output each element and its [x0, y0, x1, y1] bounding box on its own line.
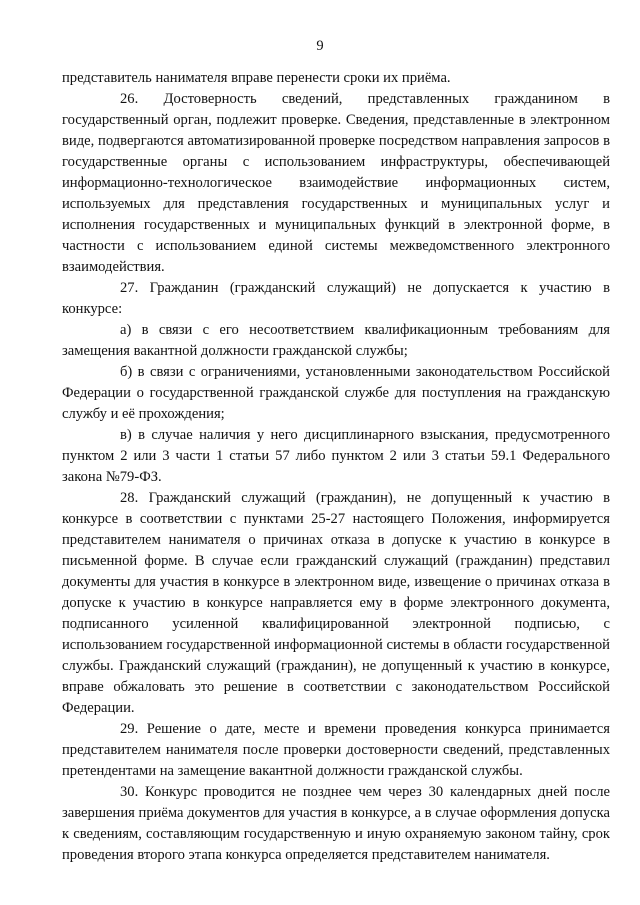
paragraph-27: 27. Гражданин (гражданский служащий) не допускается к участию в конкурсе: — [62, 280, 610, 317]
page-number: 9 — [316, 38, 324, 54]
paragraph-continuation: представитель нанимателя вправе перенести сроки их приёма. — [62, 70, 451, 86]
paragraph-27-c: в) в случае наличия у него дисциплинарного взыскания, предусмотренного пунктом 2 или 3 части 1 статьи 57 либо пунктом 2 или 3 статьи 59.1 Федерального закона №79-ФЗ. — [62, 427, 610, 485]
paragraph-30: 30. Конкурс проводится не позднее чем через 30 календарных дней после завершения приёма документов для участия в конкурсе, а в случае оформления допуска к сведениям, составляющим государственную и иную охраняемую законом тайну, срок проведения второго этапа конкурса определяется представителем нанимателя. — [62, 784, 610, 863]
paragraph-28: 28. Гражданский служащий (гражданин), не допущенный к участию в конкурсе в соответствии с пунктами 25-27 настоящего Положения, информируется представителем нанимателя о причинах отказа в допуске к участию в конкурсе в письменной форме. В случае если гражданский служащий (гражданин) представил документы для участия в конкурсе в электронном виде, извещение о причинах отказа в допуске к участию в конкурсе направляется ему в форме электронного документа, подписанного усиленной квалифицированной электронной подписью, с использованием государственной информационной системы в области государственной службы. Гражданский служащий (гражданин), не допущенный к участию в конкурсе, вправе обжаловать это решение в соответствии с законодательством Российской Федерации. — [62, 490, 610, 716]
paragraph-29: 29. Решение о дате, месте и времени проведения конкурса принимается представителем нанимателя после проверки достоверности сведений, представленных претендентами на замещение вакантной должности гражданской службы. — [62, 721, 610, 779]
paragraph-27-a: а) в связи с его несоответствием квалификационным требованиям для замещения вакантной должности гражданской службы; — [62, 322, 610, 359]
paragraph-27-b: б) в связи с ограничениями, установленными законодательством Российской Федерации о государственной гражданской службе для поступления на гражданскую службу и её прохождения; — [62, 364, 610, 422]
document-body — [62, 68, 610, 866]
paragraph-26: 26. Достоверность сведений, представленных гражданином в государственный орган, подлежит проверке. Сведения, представленные в электронном виде, подвергаются автоматизированной проверке посредством направления запросов в государственные органы с использованием инфраструктуры, обеспечивающей информационно-технологическое взаимодействие информационных систем, используемых для представления государственных и муниципальных услуг и исполнения государственных и муниципальных функций в электронной форме, в частности с использованием единой системы межведомственного электронного взаимодействия. — [62, 91, 610, 275]
